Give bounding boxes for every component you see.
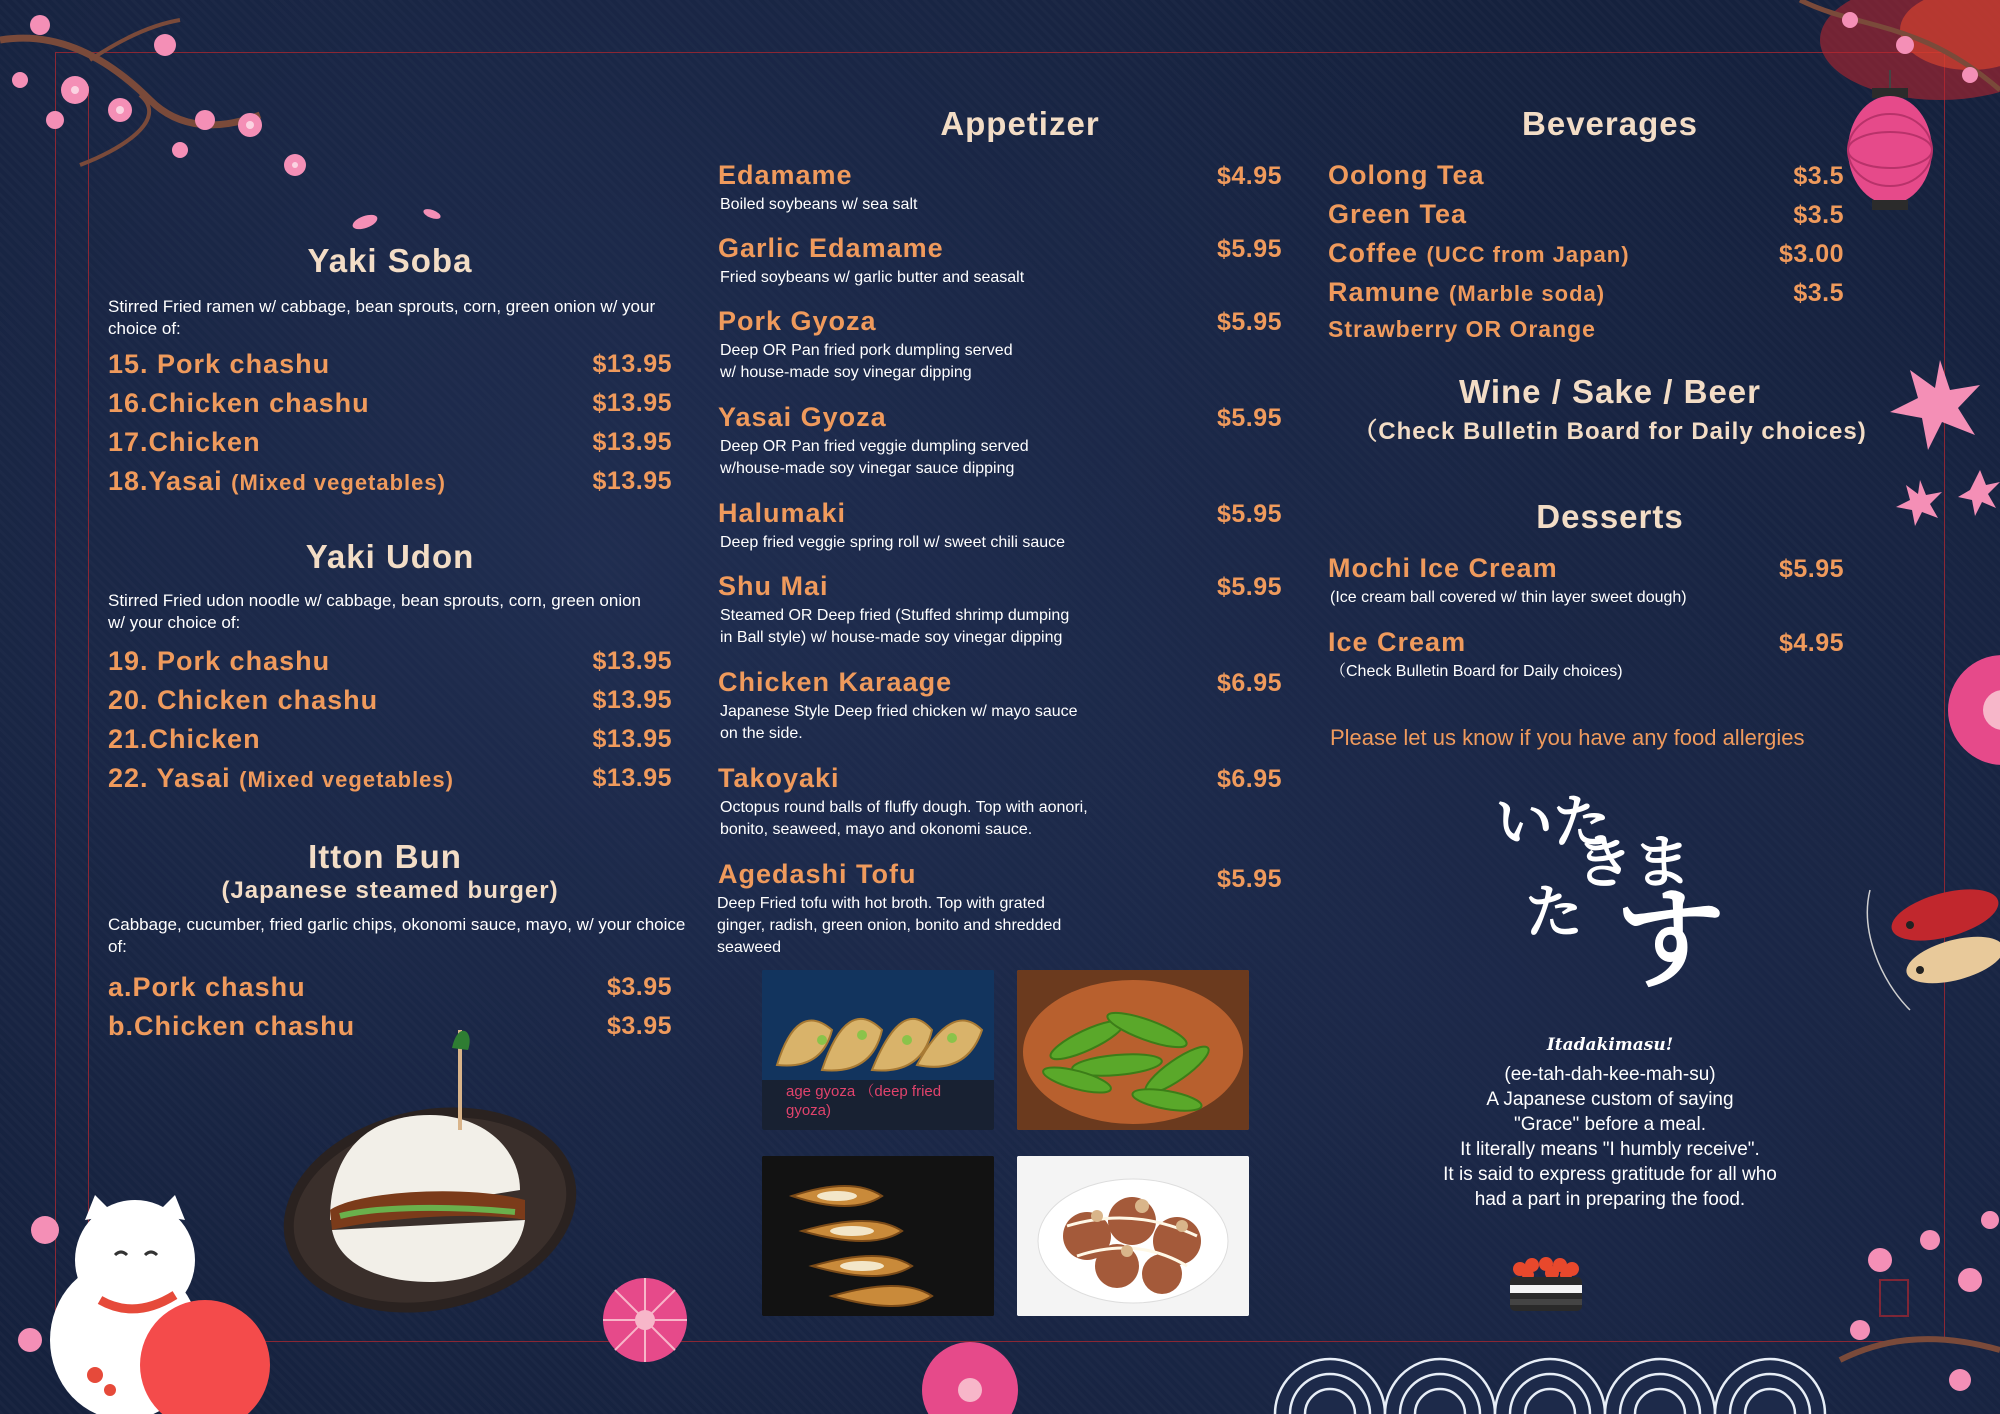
yaki-soba-item-price: $13.95 <box>592 467 672 495</box>
appetizer-item-name: Edamame <box>718 160 853 190</box>
yaki-udon-item-name: 21.Chicken <box>108 724 261 754</box>
itton-bun-title: Itton Bun <box>308 838 462 875</box>
appetizer-item-description: Deep Fried tofu with hot broth. Top with grated ginger, radish, green onion, bonito and shredded seaweed <box>717 895 1062 956</box>
allergy-notice: Please let us know if you have any food allergies <box>1330 725 1805 750</box>
itadakimasu-line: had a part in preparing the food. <box>1474 1189 1746 1210</box>
takoyaki-photo <box>1017 1156 1249 1316</box>
dessert-item-price: $4.95 <box>1778 629 1844 657</box>
yaki-udon-item-name: 20. Chicken chashu <box>108 685 379 715</box>
appetizer-item-price: $5.95 <box>1216 500 1282 528</box>
umbrella-flower-icon <box>600 1270 700 1370</box>
blossom-flower-icon <box>1880 350 2000 550</box>
appetizer-item-name: Shu Mai <box>718 571 829 601</box>
fried-gyoza-photo-image <box>762 1156 994 1316</box>
itadakimasu-line: It literally means "I humbly receive". <box>1460 1139 1760 1160</box>
yaki-soba-item-price: $13.95 <box>592 428 672 456</box>
ramune-flavors: Strawberry OR Orange <box>1328 316 1596 342</box>
appetizer-item-name: Takoyaki <box>718 763 840 793</box>
falling-petal-icon <box>340 200 450 240</box>
appetizer-item-description: Japanese Style Deep fried chicken w/ mayo sauce on the side. <box>720 703 1078 742</box>
dessert-item-description: （Check Bulletin Board for Daily choices) <box>1330 663 1623 680</box>
beverage-item-price: $3.5 <box>1793 279 1844 307</box>
appetizer-item-name: Agedashi Tofu <box>718 859 917 889</box>
appetizer-item-name: Halumaki <box>718 498 847 528</box>
yaki-udon-item-name: 22. Yasai (Mixed vegetables) <box>108 763 454 793</box>
steamed-bun-photo <box>270 1020 590 1320</box>
beverage-item-name: Coffee (UCC from Japan) <box>1328 238 1630 268</box>
yaki-udon-title: Yaki Udon <box>305 538 475 575</box>
itton-bun-item-price: $3.95 <box>606 1012 672 1040</box>
yaki-udon-item-price: $13.95 <box>592 764 672 792</box>
beverage-item-name: Green Tea <box>1328 199 1468 229</box>
beverage-item-price: $3.00 <box>1778 240 1844 268</box>
wave-pattern-icon <box>1270 1320 1870 1414</box>
itton-bun-description: Cabbage, cucumber, fried garlic chips, okonomi sauce, mayo, w/ your choice of: <box>108 915 686 956</box>
appetizer-item-description: Boiled soybeans w/ sea salt <box>720 196 918 213</box>
appetizer-item-description: Steamed OR Deep fried (Stuffed shrimp dumping in Ball style) w/ house-made soy vinegar dipping <box>720 607 1070 646</box>
lucky-cat-icon <box>0 1190 290 1414</box>
appetizer-item-name: Yasai Gyoza <box>718 402 887 432</box>
appetizer-item-price: $5.95 <box>1216 404 1282 432</box>
appetizer-item-name: Pork Gyoza <box>718 306 877 336</box>
dessert-item-name: Mochi Ice Cream <box>1328 553 1558 583</box>
appetizer-item-name: Garlic Edamame <box>718 233 944 263</box>
itadakimasu-line: (ee-tah-dah-kee-mah-su) <box>1504 1064 1716 1085</box>
edamame-photo <box>1017 970 1249 1130</box>
yaki-soba-item-price: $13.95 <box>592 350 672 378</box>
umbrella-flower-icon <box>1945 640 2000 800</box>
cherry-blossom-branch-icon <box>0 0 340 240</box>
appetizer-item-description: Deep fried veggie spring roll w/ sweet chili sauce <box>720 534 1066 551</box>
appetizer-item-price: $5.95 <box>1216 235 1282 263</box>
itadakimasu-line: A Japanese custom of saying <box>1486 1089 1734 1110</box>
dessert-item-name: Ice Cream <box>1328 627 1467 657</box>
wine-sake-beer-title: Wine / Sake / Beer <box>1459 373 1761 410</box>
yaki-soba-item-name: 18.Yasai (Mixed vegetables) <box>108 466 446 496</box>
appetizer-item-price: $5.95 <box>1216 865 1282 893</box>
desserts-title: Desserts <box>1536 498 1684 535</box>
appetizer-item-price: $5.95 <box>1216 573 1282 601</box>
yaki-soba-item-name: 15. Pork chashu <box>108 349 331 379</box>
sushi-icon <box>1508 1255 1584 1313</box>
itton-bun-item-price: $3.95 <box>606 973 672 1001</box>
itton-bun-subtitle: (Japanese steamed burger) <box>221 877 559 904</box>
appetizer-item-description: Deep OR Pan fried pork dumpling served w/ house-made soy vinegar dipping <box>720 342 1013 381</box>
yaki-soba-item-name: 17.Chicken <box>108 427 261 457</box>
appetizer-item-description: Deep OR Pan fried veggie dumpling served w/house-made soy vinegar sauce dipping <box>720 438 1029 477</box>
beverages-title: Beverages <box>1522 105 1698 142</box>
fried-gyoza-photo <box>762 1156 994 1316</box>
dessert-item-price: $5.95 <box>1778 555 1844 583</box>
appetizer-item-description: Octopus round balls of fluffy dough. Top with aonori, bonito, seaweed, mayo and okonomi sauce. <box>720 799 1088 838</box>
takoyaki-photo-image <box>1017 1156 1249 1316</box>
yaki-udon-item-name: 19. Pork chashu <box>108 646 331 676</box>
gyoza-photo <box>762 970 994 1130</box>
appetizer-item-price: $6.95 <box>1216 669 1282 697</box>
itton-bun-item-name: a.Pork chashu <box>108 972 306 1002</box>
appetizer-item-name: Chicken Karaage <box>718 667 953 697</box>
appetizer-item-description: Fried soybeans w/ garlic butter and seasalt <box>720 269 1025 286</box>
yaki-udon-item-price: $13.95 <box>592 686 672 714</box>
beverage-item-price: $3.5 <box>1793 162 1844 190</box>
appetizer-item-price: $5.95 <box>1216 308 1282 336</box>
umbrella-flower-icon <box>915 1335 1025 1414</box>
yaki-soba-title: Yaki Soba <box>307 242 473 279</box>
appetizer-item-price: $6.95 <box>1216 765 1282 793</box>
gyoza-photo-caption: age gyoza （deep fried gyoza) <box>786 1083 942 1119</box>
appetizer-item-price: $4.95 <box>1216 162 1282 190</box>
appetizer-title: Appetizer <box>940 105 1100 142</box>
itton-bun-item-name: b.Chicken chashu <box>108 1011 356 1041</box>
yaki-udon-item-price: $13.95 <box>592 647 672 675</box>
yaki-udon-description: Stirred Fried udon noodle w/ cabbage, bean sprouts, corn, green onion w/ your choice of: <box>108 591 642 632</box>
yaki-soba-item-price: $13.95 <box>592 389 672 417</box>
beverage-item-price: $3.5 <box>1793 201 1844 229</box>
wine-sake-beer-subtitle: （Check Bulletin Board for Daily choices) <box>1353 418 1867 445</box>
beverage-item-name: Ramune (Marble soda) <box>1328 277 1606 307</box>
dessert-item-description: (Ice cream ball covered w/ thin layer sweet dough) <box>1330 589 1687 606</box>
itadakimasu-calligraphy: いた きま た す <box>1495 788 1725 1004</box>
edamame-photo-image <box>1017 970 1249 1130</box>
yaki-soba-description: Stirred Fried ramen w/ cabbage, bean sprouts, corn, green onion w/ your choice of: <box>108 297 656 338</box>
lantern-icon <box>1845 70 1935 230</box>
itadakimasu-line: "Grace" before a meal. <box>1514 1114 1706 1135</box>
koi-fish-icon <box>1850 870 2000 1020</box>
beverage-item-name: Oolong Tea <box>1328 160 1485 190</box>
itadakimasu-line: It is said to express gratitude for all who <box>1443 1164 1777 1185</box>
itadakimasu-title: Itadakimasu! <box>1546 1035 1674 1055</box>
yaki-udon-item-price: $13.95 <box>592 725 672 753</box>
yaki-soba-item-name: 16.Chicken chashu <box>108 388 370 418</box>
